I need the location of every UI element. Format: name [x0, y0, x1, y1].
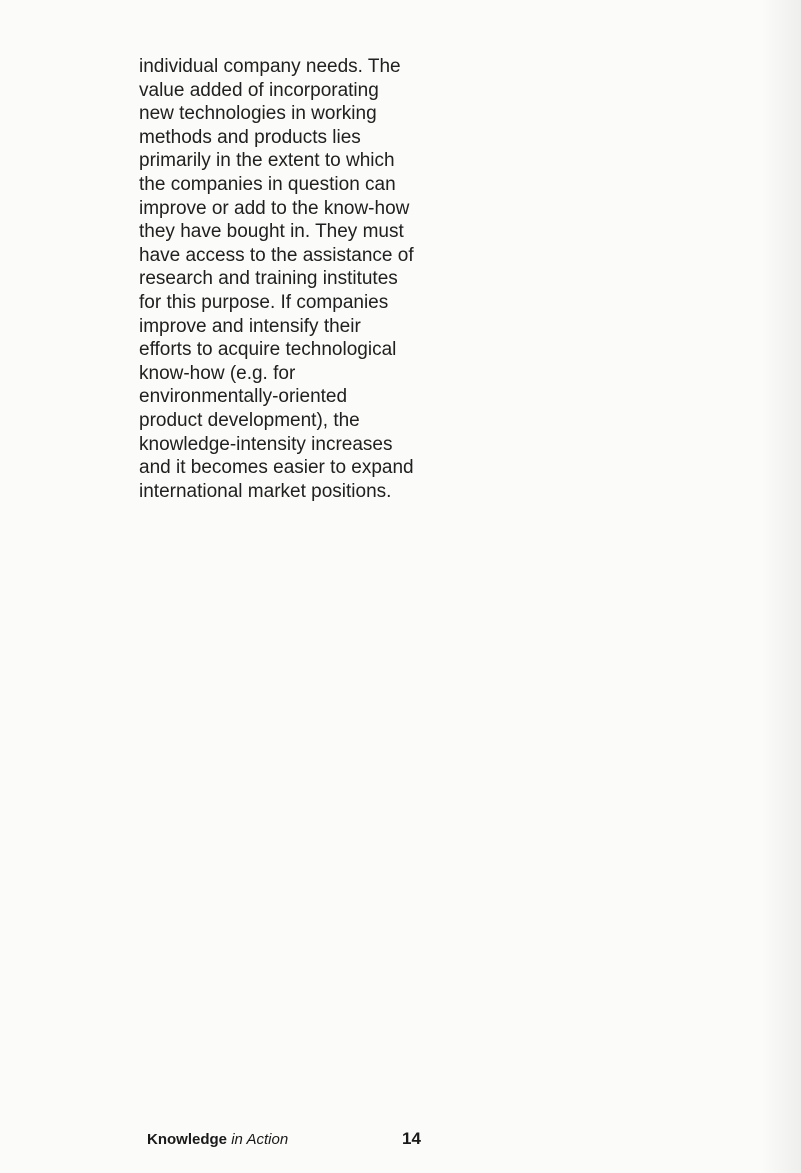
- page-edge-shadow: [761, 0, 801, 1173]
- page-footer: [0, 1131, 801, 1161]
- show-through-text: [410, 42, 790, 66]
- page-number: 14: [402, 1129, 421, 1148]
- publication-title-italic: in Action: [231, 1131, 289, 1148]
- publication-title-bold: Knowledge: [147, 1131, 228, 1148]
- publication-title: [147, 1131, 288, 1148]
- body-paragraph: individual company needs. The value added of incorporating new technologies in working methods and products lies primarily in the extent to which the companies in question can improve or add to the know-how they have bought in. They must have access to the assistance of research and training institutes for this purpose. If companies improve and intensify their efforts to acquire technological know-how (e.g. for environmentally-oriented product development), the knowledge-intensity increases and it becomes easier to expand international market positions.: [139, 56, 414, 502]
